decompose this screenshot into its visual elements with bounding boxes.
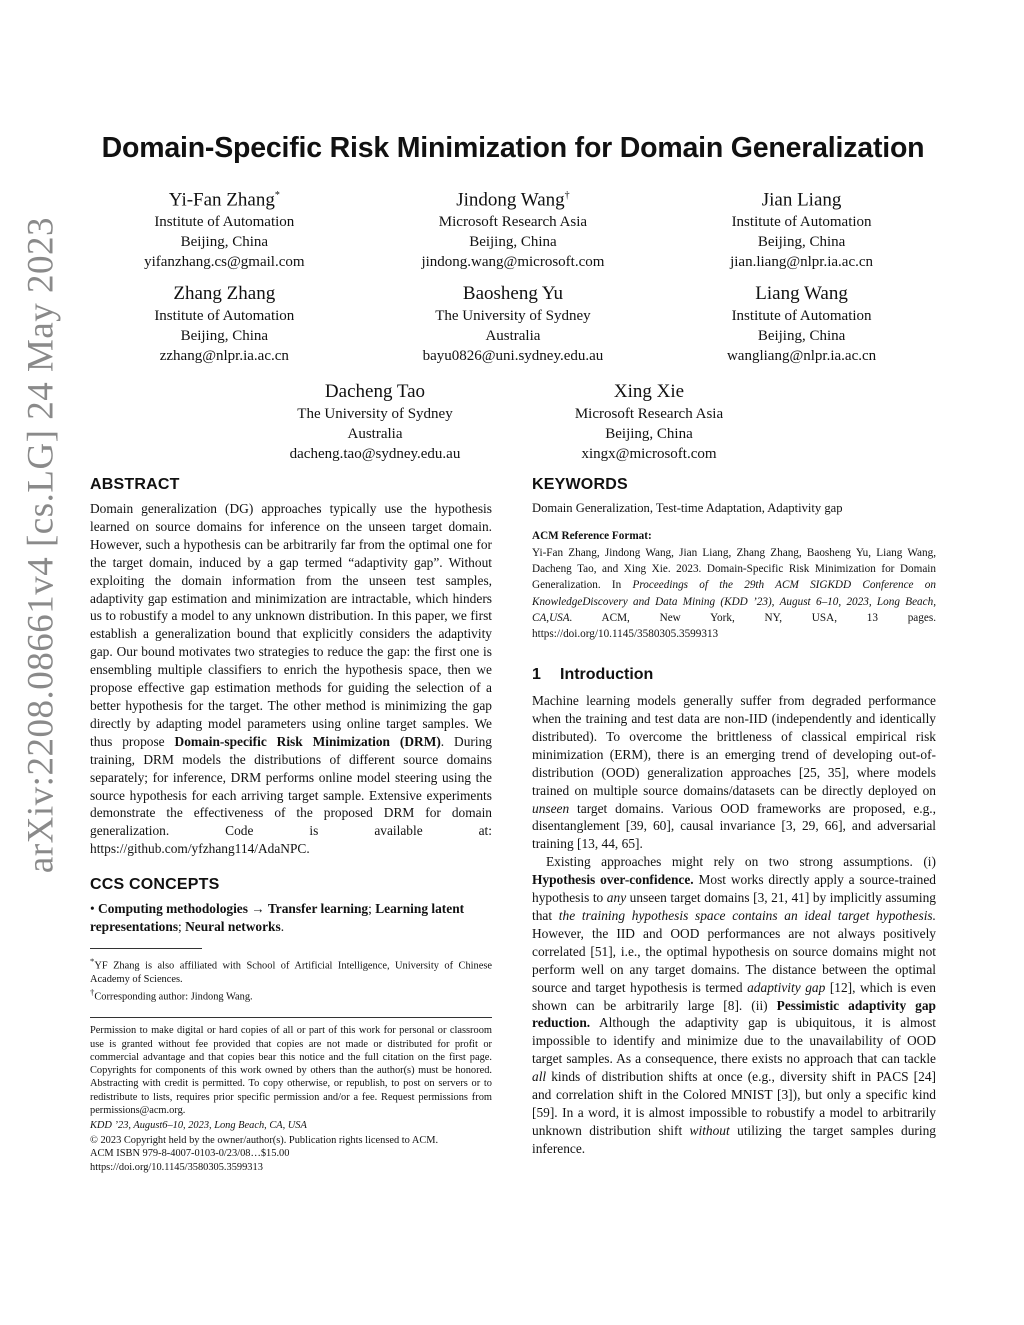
authors-row-3 (238, 380, 786, 464)
footnote-1: *YF Zhang is also affiliated with School of Artificial Intelligence, University of Chinese Academy of Sciences. (90, 955, 492, 985)
author-email[interactable]: jindong.wang@microsoft.com (421, 254, 605, 271)
author-location: Beijing, China (757, 234, 846, 251)
intro-paragraph-2: Existing approaches might rely on two strong assumptions. (i) Hypothesis over-confidence. Most works directly apply a source-trained hypothesis to any unseen target domains [3, 21, 41] by implicitly assuming that the training hypothesis space contains an ideal target hypothesis. However, the IID and OOD performances are not always positively correlated [51], i.e., the optimal hypothesis on source domains might not perform well on any target domains. The distance between the optimal source and target hypothesis is termed adaptivity gap [12], which is even shown can be arbitrarily large [8]. (ii) Pessimistic adaptivity gap reduction. Although the adaptivity gap is ubiquitous, it is almost impossible to identify and minimize due to the unavailability of OOD target samples. As a consequence, there exists no approach that can tackle all kinds of distribution shifts at once (e.g., diversity shift in PACS [24] and correlation shift in the Colored MNIST [3]), but only a specific kind [59]. In a word, it is almost impossible to robustify a model to arbitrarily unknown distribution shift without utilizing the target samples during inference. (532, 854, 937, 1156)
author-email[interactable]: yifanzhang.cs@gmail.com (144, 254, 305, 271)
author-name: Jindong Wang (456, 189, 565, 211)
author-name: Zhang Zhang (173, 283, 276, 304)
abstract-heading: ABSTRACT (90, 476, 180, 493)
permission-divider (90, 1017, 492, 1018)
author-block (512, 380, 786, 464)
permission-text: Permission to make digital or hard copies of all or part of this work for personal or classroom use is granted without fee provided that copies are not made or distributed for profit or commercial advantage and that copies bear this notice and the full citation on the first page. Copyrights for components of this work owned by others than the author(s) must be honored. Abstracting with credit is permitted. To copy otherwise, or republish, to post on servers or to redistribute to lists, requires prior specific permission and/or a fee. Request permissions from permissions@acm.org. (90, 1025, 492, 1116)
author-location: Beijing, China (180, 234, 269, 251)
author-affiliation: Institute of Automation (731, 308, 872, 324)
author-mark: * (274, 190, 280, 201)
author-block (369, 184, 658, 272)
authors-row-1 (80, 184, 946, 272)
author-location: Australia (485, 328, 541, 344)
author-location: Beijing, China (180, 328, 269, 344)
author-affiliation: Institute of Automation (731, 214, 872, 231)
permission-isbn: ACM ISBN 979-8-4007-0103-0/23/08…$15.00 (90, 1148, 290, 1160)
author-mark: † (564, 190, 570, 201)
author-name: Xing Xie (613, 381, 685, 402)
author-block (657, 184, 946, 272)
right-column (532, 476, 936, 1158)
author-block (657, 282, 946, 366)
author-location: Australia (347, 426, 403, 442)
author-email[interactable]: dacheng.tao@sydney.edu.au (289, 446, 461, 462)
footnote-2: †Corresponding author: Jindong Wang. (90, 986, 253, 1003)
keywords-heading: KEYWORDS (532, 476, 628, 493)
keywords-text: Domain Generalization, Test-time Adaptation, Adaptivity gap (532, 501, 843, 515)
drm-bold: Domain-specific Risk Minimization (DRM) (174, 733, 441, 749)
author-location: Beijing, China (469, 234, 557, 251)
abstract-text: Domain generalization (DG) approaches typically use the hypothesis learned on source domains for inference on the unseen target domain. However, such a hypothesis can be arbitrarily far from the optimal one for the target domain, induced by a gap termed “adaptivity gap”. Without exploiting the domain information from the unseen test samples, adaptivity gap estimation and minimization are intractable, which hinders us to robustify a model to any unknown distribution. In this paper, we first establish a generalization bound that explicitly considers the adaptivity gap. Our bound motivates two strategies to reduce the gap: the first one is ensembling multiple classifiers to enrich the hypothesis space, then we propose effective gap estimation methods for guiding the selection of a better hypothesis for the target. The other method is minimizing the gap directly by adapting model parameters using online target samples. We thus propose Domain-specific Risk Minimization (DRM). During training, DRM models the distributions of different source domains separately; for inference, DRM performs online model steering using the source hypothesis for each arriving target sample. Extensive experiments demonstrate the effectiveness of the proposed DRM for domain generalization. Code is available at: https://github.com/yfzhang114/AdaNPC. (90, 501, 492, 857)
author-name: Yi-Fan Zhang (168, 189, 275, 211)
footnote-divider (90, 948, 202, 949)
ccs-concepts: • Computing methodologies → Transfer learning; Learning latent representations; Neural networks. (90, 901, 465, 935)
permission-copyright: © 2023 Copyright held by the owner/author(s). Publication rights licensed to ACM. (90, 1135, 439, 1147)
ccs-heading: CCS CONCEPTS (90, 876, 220, 894)
author-block (238, 380, 512, 464)
author-affiliation: The University of Sydney (435, 308, 591, 324)
author-affiliation: Microsoft Research Asia (574, 406, 724, 422)
author-affiliation: Microsoft Research Asia (438, 214, 588, 231)
author-location: Beijing, China (757, 328, 846, 344)
left-column (90, 476, 492, 1174)
author-block (80, 282, 369, 366)
intro-heading (532, 666, 936, 684)
author-email[interactable]: jian.liang@nlpr.ia.ac.cn (730, 254, 874, 271)
arxiv-stamp-text: arXiv:2208.08661v4 [cs.LG] 24 May 2023 (20, 216, 62, 874)
permission-doi[interactable]: https://doi.org/10.1145/3580305.3599313 (90, 1161, 263, 1173)
author-email[interactable]: wangliang@nlpr.ia.ac.cn (726, 348, 877, 364)
author-name: Baosheng Yu (462, 283, 563, 304)
section-number: 1 (532, 666, 541, 684)
acm-ref-heading: ACM Reference Format: (532, 529, 652, 542)
acm-ref-text: Yi-Fan Zhang, Jindong Wang, Jian Liang, Zhang Zhang, Baosheng Yu, Liang Wang, Dacheng Tao, and Xing Xie. 2023. Domain-Specific Risk Minimization for Domain Generalization. In Proceedings of the 29th ACM SIGKDD Conference on KnowledgeDiscovery and Data Mining (KDD ’23), August 6–10, 2023, Long Beach, CA,USA. ACM, New York, NY, USA, 13 pages. https://doi.org/10.1145/3580305.3599313 (532, 546, 936, 640)
author-email[interactable]: xingx@microsoft.com (581, 446, 717, 462)
intro-paragraph-1: Machine learning models generally suffer from degraded performance when the training and test data are non-IID (independently and identically distributed). To overcome the brittleness of classical empirical risk minimization (ERM), there is an emerging trend of developing out-of-distribution (OOD) generalization approaches [25, 35], where models trained on multiple source domains/datasets can be directly deployed on unseen target domains. Various OOD frameworks are proposed, e.g., disentanglement [39, 60], causal invariance [3, 29, 66], and adversarial training [13, 44, 65]. (532, 693, 936, 852)
author-location: Beijing, China (605, 426, 693, 442)
author-email[interactable]: zzhang@nlpr.ia.ac.cn (159, 348, 289, 364)
permission-venue: KDD ’23, August6–10, 2023, Long Beach, CA, USA (90, 1119, 307, 1131)
author-affiliation: The University of Sydney (297, 406, 453, 422)
author-block (369, 282, 658, 366)
author-name: Dacheng Tao (324, 381, 426, 402)
author-name: Liang Wang (755, 283, 848, 304)
section-title: Introduction (560, 666, 654, 684)
authors-row-2 (80, 282, 946, 366)
author-affiliation: Institute of Automation (154, 214, 295, 231)
author-name: Jian Liang (761, 189, 842, 211)
author-affiliation: Institute of Automation (154, 308, 295, 324)
author-block (80, 184, 369, 272)
author-email[interactable]: bayu0826@uni.sydney.edu.au (422, 348, 604, 364)
paper-title: Domain-Specific Risk Minimization for Domain Generalization (101, 132, 925, 164)
arxiv-stamp (2, 110, 80, 980)
